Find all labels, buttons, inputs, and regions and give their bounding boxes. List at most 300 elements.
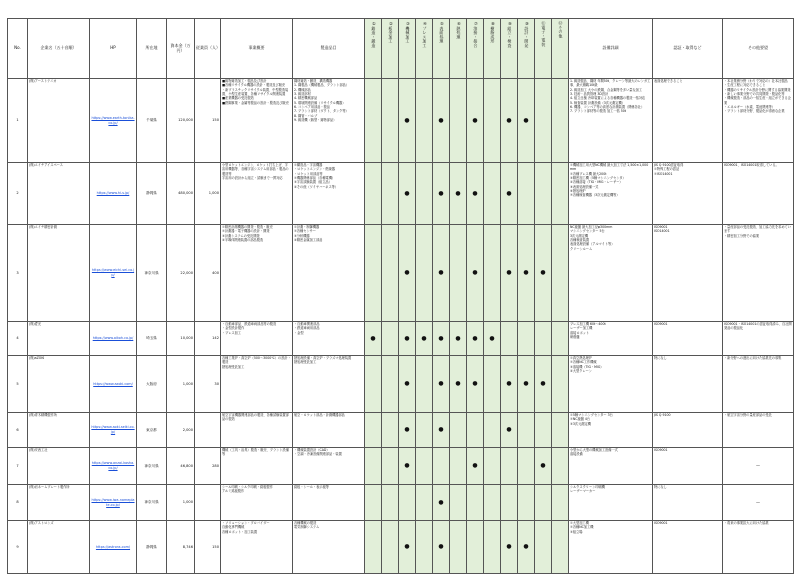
company-capital-text: 2,000 (182, 427, 193, 432)
process-cell-2 (382, 79, 399, 163)
company-table (7, 18, 794, 574)
other-requests (723, 225, 794, 322)
company-name-text: (株)アストロンズ (29, 521, 54, 525)
company-employees (195, 413, 221, 448)
process-cell-8 (484, 163, 501, 225)
process-cell-12 (552, 356, 569, 413)
business-summary-text: ・自動車部品、鉄道車両部品等の製造 ・金型設計製作 ・プレス加工 (222, 322, 277, 335)
header-equipment: 設備詳細 (569, 19, 653, 79)
product-list (293, 448, 365, 485)
certification-info-text: 表面処理できること (654, 79, 683, 83)
company-employees (195, 163, 221, 225)
company-hp-link[interactable] (90, 485, 137, 521)
header-no: No. (8, 19, 28, 79)
process-dot-icon: ● (506, 543, 512, 550)
certification-info (653, 448, 723, 485)
process-dot-icon: ● (404, 426, 410, 433)
product-list-text: ①計測・制御機器 ②各種センサー ③分析機器 ④精密金属加工部品 (294, 225, 323, 242)
table-row (8, 485, 794, 521)
other-requests-text: ISO9001、ISO14001取得している。 (724, 163, 779, 167)
company-employees (195, 225, 221, 322)
header-process-11: ⑪電子・電装 (535, 19, 552, 79)
header-row (8, 19, 794, 79)
company-location (137, 322, 167, 356)
process-cell-11 (535, 225, 552, 322)
process-dot-icon: ● (506, 189, 512, 197)
process-dot-icon: ● (370, 334, 376, 342)
company-capital-text: 22,000 (180, 270, 193, 275)
other-requests (723, 79, 794, 163)
other-requests-text: — (756, 463, 760, 469)
company-capital-text: 120,000 (178, 118, 193, 123)
other-requests (723, 163, 794, 225)
company-hp-link-text[interactable]: https://www.aikoh.co.jp/ (92, 336, 134, 341)
company-capital (167, 322, 195, 356)
process-cell-7 (467, 225, 484, 322)
header-products: 製造品目 (293, 19, 365, 79)
certification-info-text: ISO9001 (654, 322, 668, 326)
other-requests (723, 413, 794, 448)
process-dot-icon: ● (472, 189, 478, 197)
process-cell-11 (535, 413, 552, 448)
company-location (137, 356, 167, 413)
process-cell-10 (518, 448, 535, 485)
process-cell-9 (501, 485, 518, 521)
product-list-text: 航空・ロケット部品・計測機器部品 (294, 413, 345, 417)
company-hp-link[interactable] (90, 322, 137, 356)
header-process-9: ⑨組立・検査 (501, 19, 518, 79)
row-number-text: 2 (16, 191, 19, 196)
other-requests-text: — (756, 499, 760, 505)
certification-info-text: ISO9001 ISO14001 (654, 225, 670, 234)
process-cell-2 (382, 163, 399, 225)
process-cell-5 (433, 413, 450, 448)
process-dot-icon: ● (506, 269, 512, 276)
process-cell-12 (552, 225, 569, 322)
process-dot-icon: ● (455, 189, 461, 197)
process-cell-3 (399, 225, 416, 322)
process-cell-12 (552, 413, 569, 448)
company-location (137, 448, 167, 485)
equipment-details-text: ①真空熱処理炉 ②各種NC工作機械 ③溶接機（TIG・MIG） ④大型クレーン (570, 356, 604, 373)
process-cell-11 (535, 79, 552, 163)
process-cell-9 (501, 163, 518, 225)
process-cell-7 (467, 448, 484, 485)
process-cell-6 (450, 322, 467, 356)
header-location: 所在地 (137, 19, 167, 79)
process-cell-5 (433, 225, 450, 322)
process-dot-icon: ● (540, 462, 546, 469)
process-dot-icon: ● (421, 334, 427, 342)
company-employees-text: 30 (214, 381, 219, 386)
company-employees-text: 142 (212, 336, 219, 341)
process-cell-5 (433, 322, 450, 356)
process-dot-icon: ● (506, 380, 512, 387)
other-requests-text: ・将来の事業拡大に向けた協業 (724, 521, 769, 525)
company-employees (195, 448, 221, 485)
process-cell-2 (382, 485, 399, 521)
process-cell-8 (484, 79, 501, 163)
company-employees-text: 1,000 (208, 191, 219, 196)
process-cell-1 (365, 225, 382, 322)
company-capital-text: 480,000 (178, 191, 193, 196)
header-other: その他要望 (723, 19, 794, 79)
header-process-6: ⑥熱処理 (450, 19, 467, 79)
process-cell-12 (552, 448, 569, 485)
process-dot-icon: ● (489, 334, 495, 342)
table-row (8, 413, 794, 448)
process-cell-5 (433, 79, 450, 163)
process-cell-3 (399, 448, 416, 485)
equipment-details-text: NC旋盤 最大加工径φ300mm マシニングセンター 5台 3次元測定機 各種検査装置 表面処理設備（アルマイト等） クリーンルーム (570, 225, 615, 251)
process-cell-8 (484, 356, 501, 413)
header-business: 事業概要 (221, 19, 293, 79)
process-cell-8 (484, 485, 501, 521)
process-dot-icon: ● (472, 269, 478, 276)
header-process-2: ②板金加工 (382, 19, 399, 79)
product-list (293, 413, 365, 448)
equipment-details (569, 485, 653, 521)
company-capital (167, 448, 195, 485)
process-cell-7 (467, 322, 484, 356)
company-hp-link-text[interactable]: https://www.azoki.com/ (93, 381, 133, 386)
process-cell-10 (518, 163, 535, 225)
company-name-text: (株)岩ネームプレート製作所 (29, 485, 70, 489)
company-location-text: 神奈川県 (144, 270, 159, 275)
process-cell-1 (365, 448, 382, 485)
process-cell-12 (552, 79, 569, 163)
business-summary (221, 79, 293, 163)
product-list (293, 356, 365, 413)
equipment-details (569, 322, 653, 356)
row-number-text: 3 (16, 270, 19, 275)
process-cell-3 (399, 356, 416, 413)
row-number (8, 356, 28, 413)
header-process-1: ①鋳造・鍛造 (365, 19, 382, 79)
certification-info (653, 485, 723, 521)
certification-info-text: JIS Q 9100 (654, 413, 671, 417)
process-cell-8 (484, 448, 501, 485)
process-dot-icon: ● (523, 269, 529, 276)
row-number (8, 163, 28, 225)
process-dot-icon: ● (472, 462, 478, 469)
row-number (8, 79, 28, 163)
other-requests-text: ISO9001・ISO14001の認証取得済み、自社開発品の製品化 (724, 322, 792, 331)
process-cell-11 (535, 485, 552, 521)
equipment-details-text: プレス加工機 60t〜400t レーザー加工機 溶接ロボット 研削盤 (570, 322, 606, 339)
company-hp-link-text[interactable]: https://www.anzai-kosha.co.jp/ (91, 461, 135, 470)
certification-info (653, 413, 723, 448)
process-cell-10 (518, 356, 535, 413)
product-list (293, 322, 365, 356)
other-requests-text: ・本社業務分野（わりで対応の）社本社製品 ・生産工程に対応できること ・機器のリサイクル設計分野に関する協業開発 ・新しい事業分野での共同開発・製品化等 ・機械製造・部品の一括生産・組立ができる企業 ・エネルギー（水素、電池関連等） ・プラント部材分野、製品化が得意な企業 (724, 79, 791, 114)
business-summary-text: ■鋳物鋳造加工・製品及び設計 ■各種リサイクル機器の設計・製造及び販売 ・新プラスチックリサイクル装置、中型製造装置、小型生産装置、各種リサイクル関連装置 ■産業機器の受託製造 ■鉄鋼事業・金属等製品の設計・製造及び販売 (222, 79, 289, 105)
other-requests (723, 356, 794, 413)
table-row (8, 448, 794, 485)
equipment-details-text: 1. 鋳造製品、鋼材 年間50t、クレーン等最大のレンガ工事、最大積載10t級 2. 鋳造加工 大小の鉄鋼、合金鋼等を多い量な加工 3. 技術・品質管理 3D設計 4. 組立仕様 冷却装置による各種機器の製造一括対応 5. 検査装置 計測設備（3次元測定機） 6. 機器、コンベア等の高度な計測装置（関係各社） 7. プラント部材等の製造 加工一括 50t (570, 79, 651, 114)
company-hp-link-text[interactable]: https://www.hi-s.jp/ (96, 191, 130, 196)
company-hp-link[interactable] (90, 163, 137, 225)
table-body (8, 79, 794, 574)
process-cell-1 (365, 356, 382, 413)
process-dot-icon: ● (404, 116, 410, 124)
process-cell-4 (416, 322, 433, 356)
company-name-text: (株)エイチアイスペース (29, 163, 63, 167)
row-number-text: 1 (16, 118, 19, 123)
business-summary-text: 航空宇宙機器関連部品の製造、各種試験装置部品の製造 (222, 413, 289, 422)
header-process-3: ③機械加工 (399, 19, 416, 79)
process-dot-icon: ● (506, 426, 512, 433)
process-dot-icon: ● (438, 116, 444, 124)
process-cell-7 (467, 356, 484, 413)
process-dot-icon: ● (438, 189, 444, 197)
process-cell-6 (450, 225, 467, 322)
process-cell-6 (450, 79, 467, 163)
company-location (137, 79, 167, 163)
company-location-text: 神奈川県 (144, 500, 159, 505)
process-cell-4 (416, 356, 433, 413)
company-capital (167, 485, 195, 521)
header-process-12: ⑫その他 (552, 19, 569, 79)
table-row (8, 225, 794, 322)
process-cell-2 (382, 448, 399, 485)
process-cell-12 (552, 485, 569, 521)
other-requests (723, 322, 794, 356)
certification-info (653, 322, 723, 356)
process-cell-7 (467, 413, 484, 448)
company-location (137, 225, 167, 322)
company-name (28, 448, 90, 485)
table-row (8, 79, 794, 163)
product-list (293, 79, 365, 163)
certification-info-text: 特になし (654, 356, 667, 360)
process-cell-5 (433, 163, 450, 225)
product-list-text: 各種機械の製造 電気制御システム (294, 521, 320, 530)
company-name-text: (株)愛光 (29, 322, 42, 326)
product-list (293, 485, 365, 521)
header-company-name: 企業名（五十音順） (28, 19, 90, 79)
process-cell-2 (382, 225, 399, 322)
company-name (28, 485, 90, 521)
product-list-text: ・自動車関連部品 ・鉄道車両用部品 ・金型 (294, 322, 320, 335)
company-capital-text: 1,000 (182, 500, 193, 505)
company-hp-link[interactable] (90, 448, 137, 485)
process-cell-4 (416, 413, 433, 448)
company-hp-link-text[interactable]: https://www.aoki-seiki.co.jp/ (91, 425, 135, 434)
process-cell-5 (433, 448, 450, 485)
row-number-text: 4 (16, 336, 19, 341)
process-cell-2 (382, 413, 399, 448)
process-cell-10 (518, 413, 535, 448)
process-cell-8 (484, 413, 501, 448)
company-hp-link-text[interactable]: https://www.iwa-nameplate.co.jp/ (91, 497, 135, 507)
row-number-text: 8 (16, 500, 19, 505)
process-dot-icon: ● (523, 380, 529, 387)
header-process-4: ④プレス加工 (416, 19, 433, 79)
row-number-text: 7 (16, 463, 19, 468)
process-cell-3 (399, 79, 416, 163)
product-list-text: 熱処理設備・真空炉・プラズマ処理装置 熱処理受託加工 (294, 356, 352, 365)
process-dot-icon: ● (455, 334, 461, 342)
process-cell-10 (518, 79, 535, 163)
process-cell-3 (399, 413, 416, 448)
business-summary (221, 163, 293, 225)
process-cell-10 (518, 225, 535, 322)
process-cell-1 (365, 163, 382, 225)
row-number (8, 225, 28, 322)
company-employees-text: 400 (212, 270, 219, 275)
company-hp-link-text[interactable]: https://www.earth-tonika.co.jp/ (91, 115, 135, 125)
company-name-text: (株)青木精機製作所 (29, 413, 57, 417)
company-location-text: 静岡県 (146, 544, 157, 549)
process-cell-7 (467, 79, 484, 163)
company-capital (167, 356, 195, 413)
process-dot-icon: ● (540, 269, 546, 276)
process-cell-12 (552, 322, 569, 356)
company-employees-text: 150 (212, 118, 219, 123)
business-summary (221, 225, 293, 322)
process-dot-icon: ● (472, 334, 478, 342)
process-dot-icon: ● (438, 380, 444, 387)
business-summary-text: 各種工業炉・真空炉（500〜3000℃）の設計・製造 熱処理受託加工 (222, 356, 291, 369)
process-dot-icon: ● (438, 426, 444, 433)
row-number-text: 9 (16, 544, 19, 549)
process-cell-9 (501, 79, 518, 163)
company-employees-text: 280 (212, 463, 219, 468)
process-cell-1 (365, 322, 382, 356)
process-dot-icon: ● (438, 269, 444, 276)
company-location-text: 静岡県 (146, 191, 157, 196)
equipment-details (569, 79, 653, 163)
process-dot-icon: ● (404, 189, 410, 197)
equipment-details (569, 413, 653, 448)
company-hp-link-text[interactable]: https://astrons.com/ (95, 544, 131, 549)
company-capital-text: 10,000 (180, 336, 193, 341)
business-summary (221, 322, 293, 356)
business-summary (221, 413, 293, 448)
row-number-text: 6 (16, 427, 19, 432)
certification-info (653, 79, 723, 163)
product-list (293, 225, 365, 322)
process-cell-4 (416, 163, 433, 225)
certification-info-text: ISO9001 (654, 521, 668, 525)
equipment-details-text: 小型から大型の機械加工設備一式 溶接設備 (570, 448, 618, 457)
header-hp: HP (90, 19, 137, 79)
process-cell-3 (399, 163, 416, 225)
company-name (28, 322, 90, 356)
company-location (137, 485, 167, 521)
equipment-details (569, 163, 653, 225)
process-cell-10 (518, 322, 535, 356)
company-capital-text: 46,800 (180, 463, 193, 468)
process-dot-icon: ● (404, 334, 410, 342)
process-cell-11 (535, 322, 552, 356)
process-dot-icon: ● (506, 116, 512, 124)
other-requests-text: ・量産部品の受託製造、加工協力先を求めています ・精密加工分野での協業 (724, 225, 791, 238)
certification-info (653, 356, 723, 413)
process-cell-3 (399, 322, 416, 356)
equipment-details-text: ①大型加工機 ②各種NC加工機 ③組立場 (570, 521, 594, 534)
company-employees (195, 79, 221, 163)
company-hp-link[interactable] (90, 79, 137, 163)
company-hp-link[interactable] (90, 413, 137, 448)
table-row (8, 163, 794, 225)
company-capital (167, 163, 195, 225)
process-cell-9 (501, 322, 518, 356)
product-list-text: 鋼材鋳造・鍛造、構造機器 1. 鋼製品（機械製品、プラント部品） 2. 機械部品 3. 鋳造部材 4. 精密機械部品 5. 環境関連設備（リサイクル機器） 6. コンベア用部品・製品 7. プラント部材（ダクト、タンク等） 8. 鋼管・バルブ 9. 鋳造機（鋳型・鋳物部品） (294, 79, 350, 122)
company-location-text: 大阪府 (146, 381, 157, 386)
process-cell-9 (501, 448, 518, 485)
process-dot-icon: ● (523, 543, 529, 550)
process-cell-4 (416, 485, 433, 521)
header-certification: 認証・取得など (653, 19, 723, 79)
process-dot-icon: ● (455, 380, 461, 387)
business-summary-text: 小型ロケットエンジン、ロケット打ち上げ、宇宙用機器等、各種宇宙システム用部品・製品の製造等 宇宙用の設計から組立・試験まで一貫対応 (222, 163, 289, 180)
business-summary-text: シール印刷・シルク印刷・銘板製作 アルミ銘板製作 (222, 485, 273, 494)
equipment-details-text: ①5軸マシニングセンター 3台 ②NC旋盤 4台 ③3次元測定機 (570, 413, 613, 426)
table-row (8, 356, 794, 413)
company-location (137, 163, 167, 225)
process-cell-5 (433, 485, 450, 521)
company-location (137, 413, 167, 448)
company-name-text: (株)aZOKI (29, 356, 45, 360)
company-employees (195, 356, 221, 413)
certification-info (653, 225, 723, 322)
process-cell-2 (382, 356, 399, 413)
process-cell-5 (433, 356, 450, 413)
company-employees (195, 485, 221, 521)
process-cell-7 (467, 163, 484, 225)
company-name-text: (株)安西工社 (29, 448, 48, 452)
process-dot-icon: ● (404, 462, 410, 469)
company-capital-text: 1,000 (182, 381, 193, 386)
table-row (8, 322, 794, 356)
process-cell-10 (518, 485, 535, 521)
process-cell-9 (501, 225, 518, 322)
company-name-text: (株)エイチ精密計測 (29, 225, 57, 229)
equipment-details-text: シルクスクリーン印刷機 レーザーマーカー (570, 485, 605, 494)
company-capital (167, 79, 195, 163)
process-cell-9 (501, 356, 518, 413)
process-cell-6 (450, 413, 467, 448)
company-name (28, 356, 90, 413)
certification-info-text: JIS Q 9100認証取得 ①特殊工程の認証 ②ISO14001 (654, 163, 684, 176)
other-requests (723, 448, 794, 485)
process-cell-7 (467, 485, 484, 521)
row-number (8, 322, 28, 356)
company-hp-link-text[interactable]: https://www.eichi-sei.co.jp/ (91, 268, 135, 277)
business-summary (221, 485, 293, 521)
equipment-details (569, 225, 653, 322)
spreadsheet-page (7, 18, 793, 550)
process-cell-4 (416, 225, 433, 322)
process-dot-icon: ● (472, 380, 478, 387)
company-capital-text: 8,746 (182, 544, 193, 549)
product-list-text: 銘板・シール・表示板等 (294, 485, 329, 489)
process-cell-2 (382, 322, 399, 356)
process-dot-icon: ● (523, 116, 529, 124)
process-cell-8 (484, 225, 501, 322)
process-cell-12 (552, 163, 569, 225)
company-location-text: 神奈川県 (144, 463, 159, 468)
process-cell-3 (399, 485, 416, 521)
certification-info-text: ISO9001 (654, 448, 668, 452)
company-hp-link[interactable] (90, 356, 137, 413)
process-cell-6 (450, 163, 467, 225)
process-cell-11 (535, 163, 552, 225)
company-hp-link[interactable] (90, 225, 137, 322)
process-dot-icon: ● (404, 269, 410, 276)
